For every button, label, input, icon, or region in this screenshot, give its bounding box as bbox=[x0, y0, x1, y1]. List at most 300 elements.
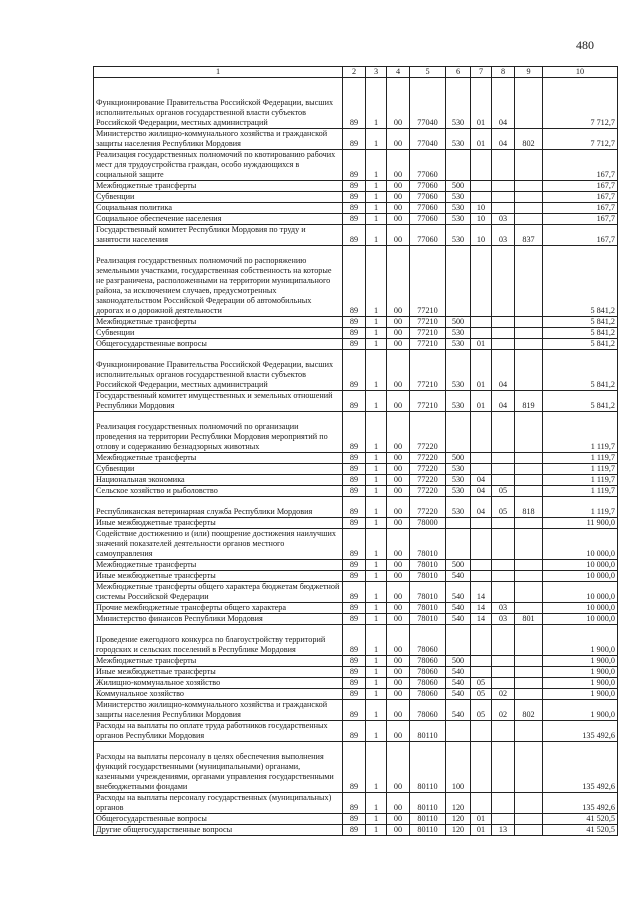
amount-cell: 1 900,0 bbox=[543, 700, 618, 721]
code-gr-cell: 89 bbox=[343, 825, 366, 836]
amount-cell: 10 000,0 bbox=[543, 614, 618, 625]
code-vr-cell: 530 bbox=[446, 214, 471, 225]
table-row bbox=[94, 317, 618, 328]
code-rz-cell: 10 bbox=[471, 225, 492, 246]
code-sub-cell: 00 bbox=[387, 181, 410, 192]
table-row bbox=[94, 129, 618, 150]
code-grbs-cell bbox=[515, 625, 543, 656]
code-pr-cell: 1 bbox=[366, 350, 387, 391]
code-vr-cell bbox=[446, 625, 471, 656]
row-name-cell: Расходы на выплаты по оплате труда работников государственных органов Республики Мордовия bbox=[94, 721, 343, 742]
code-main-cell: 77220 bbox=[410, 453, 446, 464]
table-row bbox=[94, 214, 618, 225]
code-grbs-cell bbox=[515, 475, 543, 486]
code-gr-cell: 89 bbox=[343, 129, 366, 150]
code-pr-cell: 1 bbox=[366, 700, 387, 721]
code-pr-cell: 1 bbox=[366, 603, 387, 614]
column-header: 6 bbox=[446, 67, 471, 78]
code-sub-cell: 00 bbox=[387, 560, 410, 571]
code-sub-cell: 00 bbox=[387, 529, 410, 560]
code-grbs-cell bbox=[515, 560, 543, 571]
amount-cell: 167,7 bbox=[543, 192, 618, 203]
code-sub-cell: 00 bbox=[387, 625, 410, 656]
table-body bbox=[94, 78, 618, 836]
amount-cell: 1 119,7 bbox=[543, 475, 618, 486]
code-gr-cell: 89 bbox=[343, 453, 366, 464]
code-grbs-cell bbox=[515, 412, 543, 453]
amount-cell: 41 520,5 bbox=[543, 825, 618, 836]
row-name-cell: Министерство финансов Республики Мордовия bbox=[94, 614, 343, 625]
code-vr-cell: 540 bbox=[446, 700, 471, 721]
code-pr2-cell: 05 bbox=[492, 497, 515, 518]
code-vr-cell bbox=[446, 412, 471, 453]
table-row bbox=[94, 486, 618, 497]
code-gr-cell: 89 bbox=[343, 603, 366, 614]
code-pr2-cell: 03 bbox=[492, 225, 515, 246]
code-sub-cell: 00 bbox=[387, 582, 410, 603]
code-grbs-cell bbox=[515, 453, 543, 464]
code-pr-cell: 1 bbox=[366, 391, 387, 412]
code-sub-cell: 00 bbox=[387, 793, 410, 814]
code-gr-cell: 89 bbox=[343, 614, 366, 625]
code-vr-cell: 540 bbox=[446, 689, 471, 700]
code-rz-cell: 01 bbox=[471, 350, 492, 391]
code-gr-cell: 89 bbox=[343, 181, 366, 192]
amount-cell: 10 000,0 bbox=[543, 603, 618, 614]
header-row bbox=[94, 67, 618, 78]
code-sub-cell: 00 bbox=[387, 246, 410, 317]
row-name-cell: Министерство жилищно-коммунального хозяйства и гражданской защиты населения Республики Мордовия bbox=[94, 129, 343, 150]
code-vr-cell: 540 bbox=[446, 571, 471, 582]
code-rz-cell: 01 bbox=[471, 339, 492, 350]
code-rz-cell bbox=[471, 246, 492, 317]
table-row bbox=[94, 246, 618, 317]
code-main-cell: 77210 bbox=[410, 391, 446, 412]
code-pr-cell: 1 bbox=[366, 742, 387, 793]
amount-cell: 1 900,0 bbox=[543, 625, 618, 656]
amount-cell: 11 900,0 bbox=[543, 518, 618, 529]
row-name-cell: Национальная экономика bbox=[94, 475, 343, 486]
code-gr-cell: 89 bbox=[343, 582, 366, 603]
code-main-cell: 78060 bbox=[410, 625, 446, 656]
code-rz-cell: 01 bbox=[471, 814, 492, 825]
code-vr-cell bbox=[446, 246, 471, 317]
code-pr-cell: 1 bbox=[366, 678, 387, 689]
row-name-cell: Межбюджетные трансферты bbox=[94, 181, 343, 192]
code-sub-cell: 00 bbox=[387, 129, 410, 150]
code-pr2-cell bbox=[492, 412, 515, 453]
table-row bbox=[94, 667, 618, 678]
table-row bbox=[94, 328, 618, 339]
code-vr-cell: 540 bbox=[446, 614, 471, 625]
code-sub-cell: 00 bbox=[387, 225, 410, 246]
code-main-cell: 80110 bbox=[410, 825, 446, 836]
code-vr-cell: 120 bbox=[446, 814, 471, 825]
code-sub-cell: 00 bbox=[387, 317, 410, 328]
code-rz-cell: 01 bbox=[471, 391, 492, 412]
code-gr-cell: 89 bbox=[343, 317, 366, 328]
table-row bbox=[94, 181, 618, 192]
amount-cell: 135 492,6 bbox=[543, 742, 618, 793]
code-pr-cell: 1 bbox=[366, 203, 387, 214]
code-gr-cell: 89 bbox=[343, 412, 366, 453]
row-name-cell: Общегосударственные вопросы bbox=[94, 339, 343, 350]
table-row bbox=[94, 453, 618, 464]
table-row bbox=[94, 497, 618, 518]
code-rz-cell bbox=[471, 518, 492, 529]
code-rz-cell bbox=[471, 181, 492, 192]
amount-cell: 1 119,7 bbox=[543, 453, 618, 464]
code-vr-cell: 530 bbox=[446, 78, 471, 129]
code-pr-cell: 1 bbox=[366, 475, 387, 486]
row-name-cell: Социальная политика bbox=[94, 203, 343, 214]
code-pr2-cell bbox=[492, 192, 515, 203]
code-main-cell: 78010 bbox=[410, 614, 446, 625]
row-name-cell: Субвенции bbox=[94, 192, 343, 203]
code-main-cell: 77210 bbox=[410, 328, 446, 339]
code-gr-cell: 89 bbox=[343, 475, 366, 486]
table-row bbox=[94, 614, 618, 625]
code-pr2-cell bbox=[492, 181, 515, 192]
code-sub-cell: 00 bbox=[387, 150, 410, 181]
code-pr2-cell bbox=[492, 328, 515, 339]
code-grbs-cell: 802 bbox=[515, 700, 543, 721]
code-rz-cell: 04 bbox=[471, 497, 492, 518]
code-vr-cell: 120 bbox=[446, 825, 471, 836]
code-grbs-cell bbox=[515, 678, 543, 689]
table-row bbox=[94, 689, 618, 700]
code-main-cell: 77040 bbox=[410, 78, 446, 129]
amount-cell: 1 900,0 bbox=[543, 678, 618, 689]
code-grbs-cell bbox=[515, 317, 543, 328]
code-pr2-cell bbox=[492, 814, 515, 825]
code-rz-cell bbox=[471, 560, 492, 571]
table-row bbox=[94, 721, 618, 742]
table-row bbox=[94, 225, 618, 246]
table-row bbox=[94, 464, 618, 475]
code-gr-cell: 89 bbox=[343, 700, 366, 721]
code-rz-cell: 14 bbox=[471, 582, 492, 603]
code-main-cell: 77210 bbox=[410, 339, 446, 350]
code-vr-cell: 500 bbox=[446, 453, 471, 464]
code-grbs-cell bbox=[515, 192, 543, 203]
row-name-cell: Межбюджетные трансферты bbox=[94, 656, 343, 667]
code-grbs-cell bbox=[515, 246, 543, 317]
code-gr-cell: 89 bbox=[343, 667, 366, 678]
amount-cell: 10 000,0 bbox=[543, 529, 618, 560]
row-name-cell: Функционирование Правительства Российской Федерации, высших исполнительных органов государственной власти субъектов Российской Федерации, местных администраций bbox=[94, 78, 343, 129]
code-sub-cell: 00 bbox=[387, 464, 410, 475]
code-rz-cell bbox=[471, 328, 492, 339]
code-rz-cell: 05 bbox=[471, 689, 492, 700]
code-main-cell: 80110 bbox=[410, 814, 446, 825]
code-main-cell: 78060 bbox=[410, 689, 446, 700]
code-pr-cell: 1 bbox=[366, 129, 387, 150]
code-vr-cell: 530 bbox=[446, 192, 471, 203]
row-name-cell: Государственный комитет имущественных и земельных отношений Республики Мордовия bbox=[94, 391, 343, 412]
code-vr-cell: 530 bbox=[446, 328, 471, 339]
code-pr-cell: 1 bbox=[366, 339, 387, 350]
amount-cell: 1 900,0 bbox=[543, 667, 618, 678]
code-main-cell: 77210 bbox=[410, 350, 446, 391]
code-sub-cell: 00 bbox=[387, 214, 410, 225]
code-grbs-cell bbox=[515, 350, 543, 391]
code-vr-cell: 540 bbox=[446, 678, 471, 689]
code-grbs-cell bbox=[515, 181, 543, 192]
code-main-cell: 78010 bbox=[410, 603, 446, 614]
code-main-cell: 77060 bbox=[410, 181, 446, 192]
code-sub-cell: 00 bbox=[387, 721, 410, 742]
code-sub-cell: 00 bbox=[387, 678, 410, 689]
table-row bbox=[94, 625, 618, 656]
code-rz-cell bbox=[471, 192, 492, 203]
table-row bbox=[94, 678, 618, 689]
table-row bbox=[94, 529, 618, 560]
code-pr2-cell bbox=[492, 150, 515, 181]
code-pr-cell: 1 bbox=[366, 614, 387, 625]
code-main-cell: 77220 bbox=[410, 464, 446, 475]
code-gr-cell: 89 bbox=[343, 721, 366, 742]
table-row bbox=[94, 700, 618, 721]
code-rz-cell: 01 bbox=[471, 825, 492, 836]
code-grbs-cell bbox=[515, 78, 543, 129]
code-main-cell: 77210 bbox=[410, 317, 446, 328]
code-grbs-cell bbox=[515, 328, 543, 339]
code-pr-cell: 1 bbox=[366, 793, 387, 814]
amount-cell: 135 492,6 bbox=[543, 721, 618, 742]
code-main-cell: 78060 bbox=[410, 678, 446, 689]
code-rz-cell bbox=[471, 742, 492, 793]
code-pr-cell: 1 bbox=[366, 412, 387, 453]
code-gr-cell: 89 bbox=[343, 529, 366, 560]
code-grbs-cell: 837 bbox=[515, 225, 543, 246]
code-grbs-cell bbox=[515, 656, 543, 667]
table-row bbox=[94, 350, 618, 391]
row-name-cell: Сельское хозяйство и рыболовство bbox=[94, 486, 343, 497]
code-vr-cell: 540 bbox=[446, 582, 471, 603]
code-pr-cell: 1 bbox=[366, 689, 387, 700]
table-row bbox=[94, 603, 618, 614]
amount-cell: 1 900,0 bbox=[543, 656, 618, 667]
code-grbs-cell bbox=[515, 582, 543, 603]
amount-cell: 7 712,7 bbox=[543, 129, 618, 150]
code-sub-cell: 00 bbox=[387, 192, 410, 203]
code-sub-cell: 00 bbox=[387, 614, 410, 625]
code-main-cell: 77220 bbox=[410, 486, 446, 497]
column-header: 5 bbox=[410, 67, 446, 78]
code-main-cell: 78010 bbox=[410, 571, 446, 582]
code-pr-cell: 1 bbox=[366, 246, 387, 317]
column-header: 1 bbox=[94, 67, 343, 78]
code-vr-cell: 530 bbox=[446, 497, 471, 518]
row-name-cell: Жилищно-коммунальное хозяйство bbox=[94, 678, 343, 689]
table-row bbox=[94, 192, 618, 203]
row-name-cell: Государственный комитет Республики Мордовия по труду и занятости населения bbox=[94, 225, 343, 246]
code-vr-cell: 540 bbox=[446, 667, 471, 678]
code-pr-cell: 1 bbox=[366, 192, 387, 203]
code-main-cell: 77220 bbox=[410, 475, 446, 486]
code-main-cell: 78060 bbox=[410, 656, 446, 667]
code-main-cell: 77210 bbox=[410, 246, 446, 317]
code-rz-cell bbox=[471, 150, 492, 181]
amount-cell: 5 841,2 bbox=[543, 339, 618, 350]
code-pr2-cell bbox=[492, 656, 515, 667]
code-pr2-cell bbox=[492, 529, 515, 560]
code-grbs-cell: 801 bbox=[515, 614, 543, 625]
code-rz-cell: 05 bbox=[471, 678, 492, 689]
code-grbs-cell bbox=[515, 339, 543, 350]
code-gr-cell: 89 bbox=[343, 571, 366, 582]
code-pr-cell: 1 bbox=[366, 497, 387, 518]
code-sub-cell: 00 bbox=[387, 689, 410, 700]
column-header: 7 bbox=[471, 67, 492, 78]
code-pr2-cell: 13 bbox=[492, 825, 515, 836]
code-pr-cell: 1 bbox=[366, 214, 387, 225]
row-name-cell: Прочие межбюджетные трансферты общего характера bbox=[94, 603, 343, 614]
row-name-cell: Реализация государственных полномочий по организации проведения на территории Республики Мордовия мероприятий по отлову и содержанию безнадзорных животных bbox=[94, 412, 343, 453]
code-pr2-cell bbox=[492, 246, 515, 317]
code-rz-cell: 14 bbox=[471, 603, 492, 614]
code-pr-cell: 1 bbox=[366, 464, 387, 475]
code-gr-cell: 89 bbox=[343, 656, 366, 667]
code-vr-cell: 500 bbox=[446, 560, 471, 571]
amount-cell: 5 841,2 bbox=[543, 317, 618, 328]
code-pr2-cell bbox=[492, 678, 515, 689]
code-gr-cell: 89 bbox=[343, 793, 366, 814]
code-grbs-cell bbox=[515, 667, 543, 678]
code-sub-cell: 00 bbox=[387, 814, 410, 825]
code-pr2-cell: 04 bbox=[492, 350, 515, 391]
code-pr2-cell: 03 bbox=[492, 603, 515, 614]
code-main-cell: 78060 bbox=[410, 700, 446, 721]
row-name-cell: Расходы на выплаты персоналу в целях обеспечения выполнения функций государственными (муниципальными) органами, казенными учреждениями, органами управления государственными внебюджетными фондами bbox=[94, 742, 343, 793]
code-sub-cell: 00 bbox=[387, 518, 410, 529]
row-name-cell: Расходы на выплаты персоналу государственных (муниципальных) органов bbox=[94, 793, 343, 814]
code-gr-cell: 89 bbox=[343, 560, 366, 571]
code-rz-cell bbox=[471, 625, 492, 656]
amount-cell: 1 119,7 bbox=[543, 486, 618, 497]
code-pr2-cell: 04 bbox=[492, 391, 515, 412]
code-pr2-cell bbox=[492, 464, 515, 475]
code-main-cell: 77060 bbox=[410, 214, 446, 225]
code-pr2-cell: 03 bbox=[492, 214, 515, 225]
code-vr-cell: 530 bbox=[446, 486, 471, 497]
row-name-cell: Межбюджетные трансферты bbox=[94, 317, 343, 328]
code-grbs-cell bbox=[515, 689, 543, 700]
code-rz-cell bbox=[471, 793, 492, 814]
code-rz-cell bbox=[471, 667, 492, 678]
code-pr-cell: 1 bbox=[366, 486, 387, 497]
code-grbs-cell: 802 bbox=[515, 129, 543, 150]
code-rz-cell: 04 bbox=[471, 475, 492, 486]
column-header: 2 bbox=[343, 67, 366, 78]
code-sub-cell: 00 bbox=[387, 391, 410, 412]
code-grbs-cell bbox=[515, 150, 543, 181]
code-pr-cell: 1 bbox=[366, 150, 387, 181]
row-name-cell: Другие общегосударственные вопросы bbox=[94, 825, 343, 836]
code-main-cell: 77220 bbox=[410, 497, 446, 518]
code-sub-cell: 00 bbox=[387, 339, 410, 350]
amount-cell: 167,7 bbox=[543, 214, 618, 225]
code-pr-cell: 1 bbox=[366, 721, 387, 742]
code-vr-cell: 500 bbox=[446, 656, 471, 667]
code-rz-cell: 10 bbox=[471, 214, 492, 225]
code-pr-cell: 1 bbox=[366, 181, 387, 192]
code-pr2-cell: 02 bbox=[492, 689, 515, 700]
code-vr-cell bbox=[446, 518, 471, 529]
code-pr2-cell: 05 bbox=[492, 486, 515, 497]
code-sub-cell: 00 bbox=[387, 656, 410, 667]
column-header: 4 bbox=[387, 67, 410, 78]
code-main-cell: 77060 bbox=[410, 150, 446, 181]
code-pr-cell: 1 bbox=[366, 656, 387, 667]
code-vr-cell: 530 bbox=[446, 475, 471, 486]
code-pr2-cell bbox=[492, 742, 515, 793]
code-pr-cell: 1 bbox=[366, 625, 387, 656]
code-grbs-cell bbox=[515, 518, 543, 529]
code-vr-cell: 530 bbox=[446, 339, 471, 350]
code-gr-cell: 89 bbox=[343, 328, 366, 339]
amount-cell: 5 841,2 bbox=[543, 350, 618, 391]
code-pr-cell: 1 bbox=[366, 78, 387, 129]
code-main-cell: 78060 bbox=[410, 667, 446, 678]
code-rz-cell bbox=[471, 317, 492, 328]
row-name-cell: Общегосударственные вопросы bbox=[94, 814, 343, 825]
code-sub-cell: 00 bbox=[387, 78, 410, 129]
column-header: 9 bbox=[515, 67, 543, 78]
column-header: 10 bbox=[543, 67, 618, 78]
code-sub-cell: 00 bbox=[387, 453, 410, 464]
amount-cell: 10 000,0 bbox=[543, 582, 618, 603]
code-sub-cell: 00 bbox=[387, 667, 410, 678]
row-name-cell: Субвенции bbox=[94, 464, 343, 475]
row-name-cell: Межбюджетные трансферты bbox=[94, 453, 343, 464]
row-name-cell: Проведение ежегодного конкурса по благоустройству территорий городских и сельских поселений в Республике Мордовия bbox=[94, 625, 343, 656]
code-gr-cell: 89 bbox=[343, 678, 366, 689]
row-name-cell: Межбюджетные трансферты bbox=[94, 560, 343, 571]
code-vr-cell bbox=[446, 721, 471, 742]
code-grbs-cell: 818 bbox=[515, 497, 543, 518]
table-row bbox=[94, 203, 618, 214]
code-rz-cell: 10 bbox=[471, 203, 492, 214]
code-main-cell: 80110 bbox=[410, 742, 446, 793]
code-rz-cell bbox=[471, 529, 492, 560]
row-name-cell: Межбюджетные трансферты общего характера бюджетам бюджетной системы Российской Федерации bbox=[94, 582, 343, 603]
table-row bbox=[94, 412, 618, 453]
code-vr-cell: 530 bbox=[446, 203, 471, 214]
code-vr-cell: 100 bbox=[446, 742, 471, 793]
code-rz-cell bbox=[471, 656, 492, 667]
row-name-cell: Иные межбюджетные трансферты bbox=[94, 571, 343, 582]
code-pr-cell: 1 bbox=[366, 825, 387, 836]
code-pr2-cell bbox=[492, 571, 515, 582]
code-pr2-cell bbox=[492, 317, 515, 328]
code-vr-cell: 530 bbox=[446, 464, 471, 475]
table-row bbox=[94, 560, 618, 571]
code-gr-cell: 89 bbox=[343, 464, 366, 475]
code-main-cell: 77060 bbox=[410, 192, 446, 203]
code-pr2-cell bbox=[492, 582, 515, 603]
amount-cell: 7 712,7 bbox=[543, 78, 618, 129]
amount-cell: 5 841,2 bbox=[543, 391, 618, 412]
row-name-cell: Субвенции bbox=[94, 328, 343, 339]
code-main-cell: 80110 bbox=[410, 793, 446, 814]
code-pr2-cell bbox=[492, 518, 515, 529]
code-pr-cell: 1 bbox=[366, 529, 387, 560]
code-grbs-cell bbox=[515, 529, 543, 560]
row-name-cell: Иные межбюджетные трансферты bbox=[94, 667, 343, 678]
code-rz-cell bbox=[471, 721, 492, 742]
